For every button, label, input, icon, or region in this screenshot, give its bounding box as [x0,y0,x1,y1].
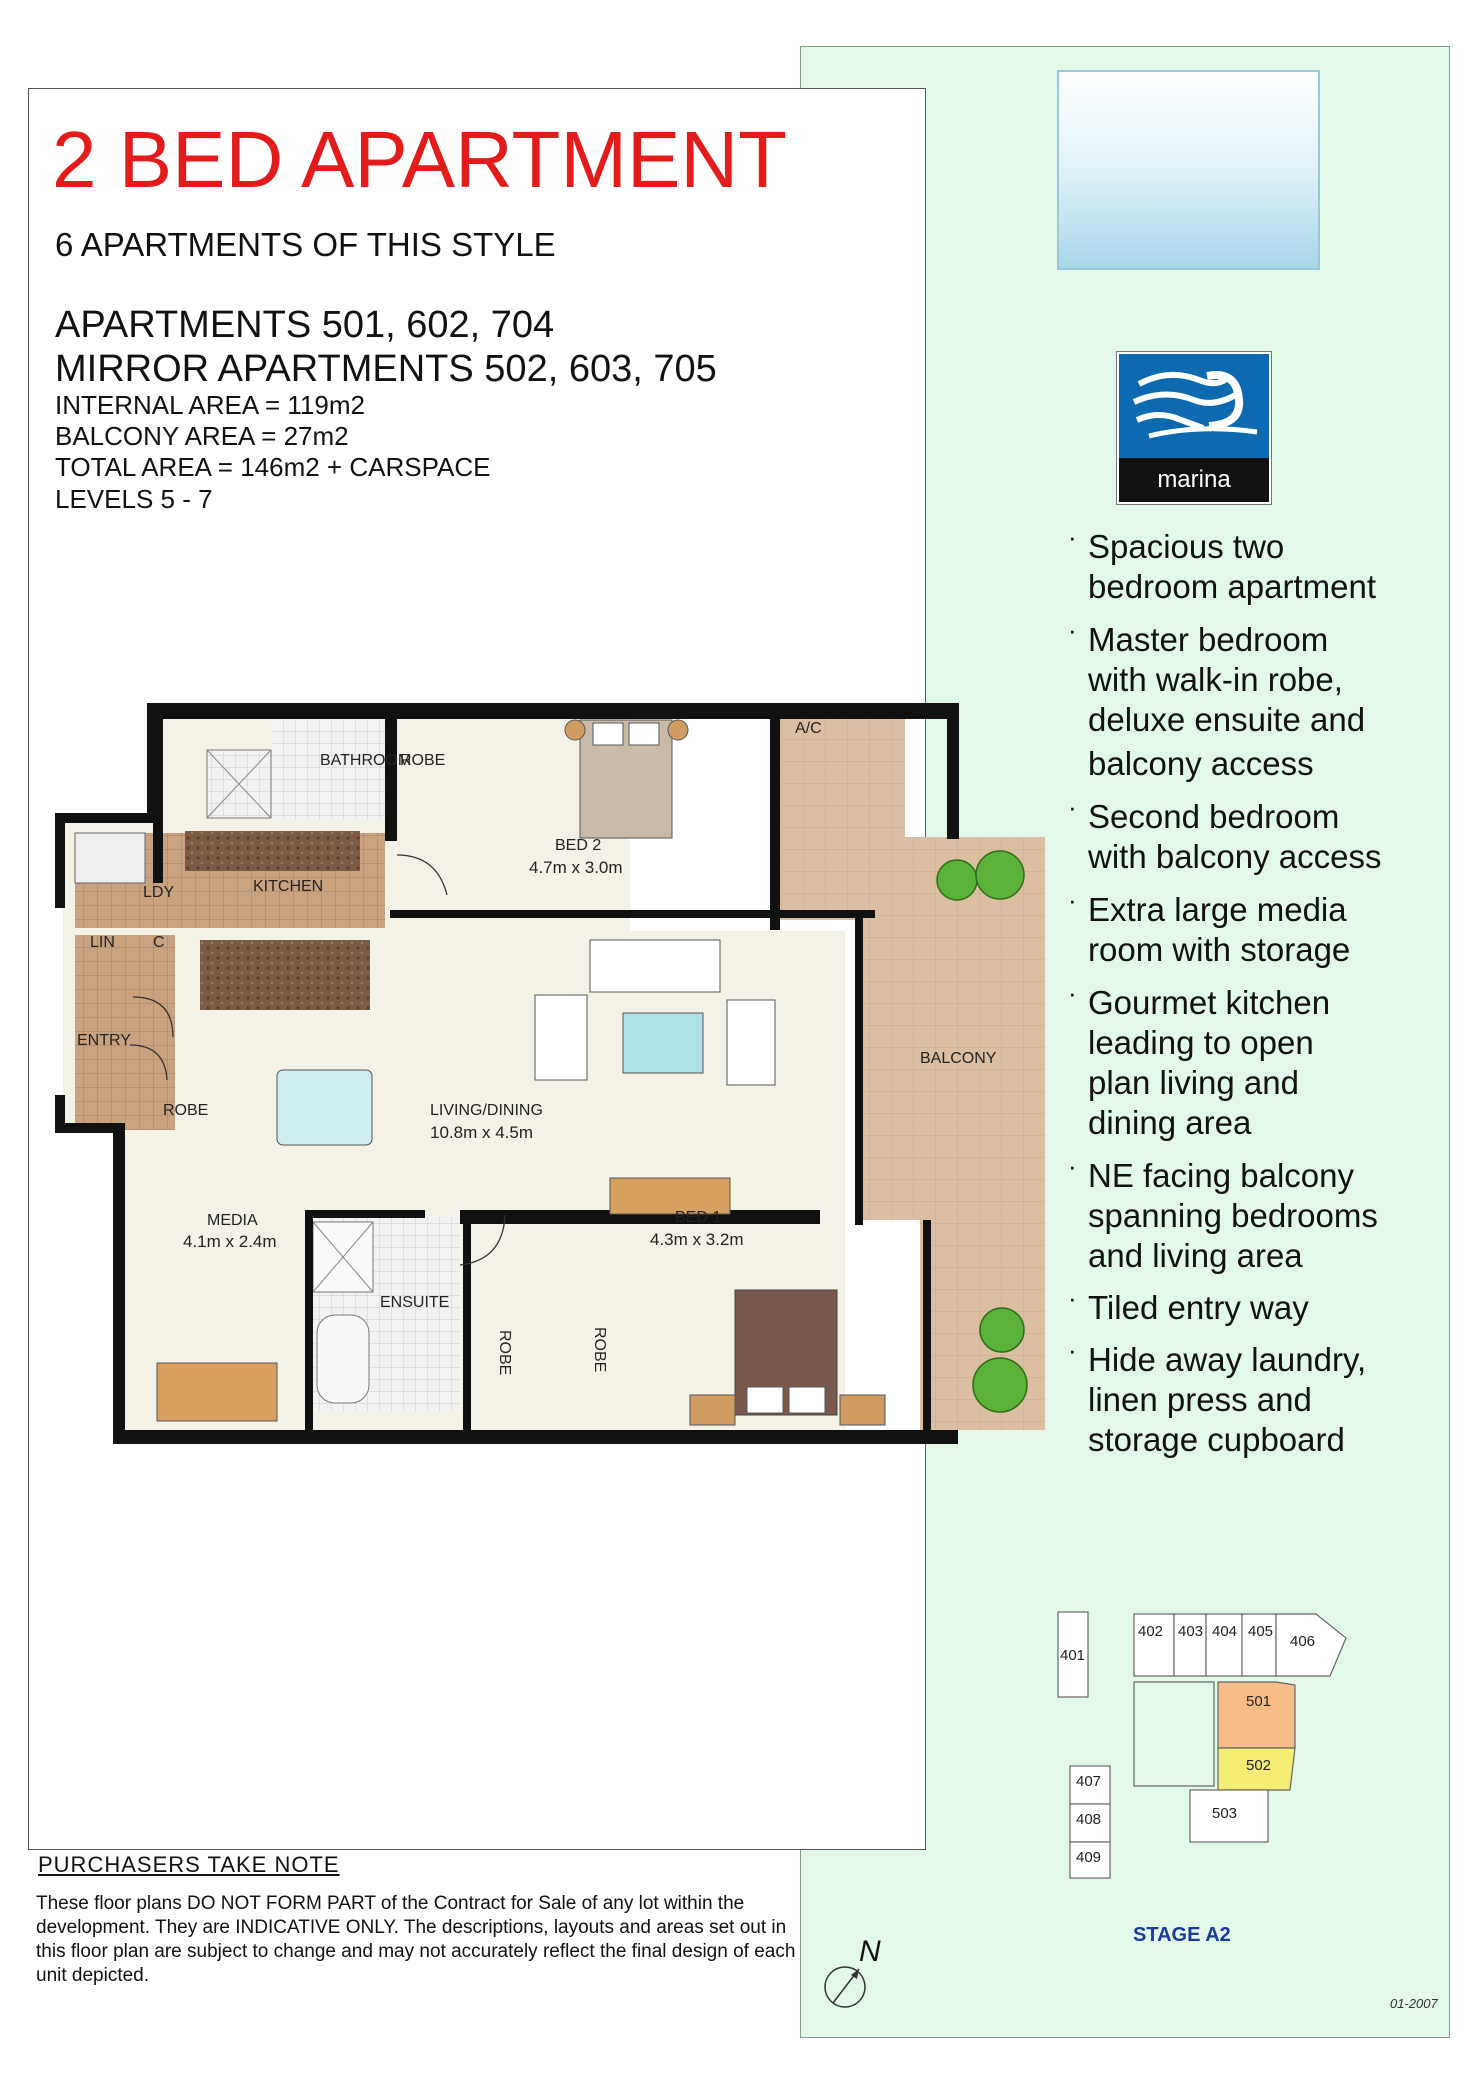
feature-line: with balcony access [1088,838,1382,875]
room-size-bed2: 4.7m x 3.0m [529,858,623,877]
room-label-ldy: LDY [143,884,175,901]
feature-line: Hide away laundry, [1088,1341,1367,1378]
room-size-bed1: 4.3m x 3.2m [650,1230,744,1249]
internal-area: INTERNAL AREA = 119m2 [55,390,365,420]
room-label-kitchen: KITCHEN [253,878,324,895]
keyplan-label-408: 408 [1076,1811,1102,1828]
logo-wordmark: marina [1119,458,1269,502]
room-size-media: 4.1m x 2.4m [183,1232,277,1251]
wave-logo-icon [1119,354,1269,458]
feature-line: bedroom apartment [1088,568,1376,605]
date-code: 01-2007 [1390,1996,1438,2011]
feature-item: · Tiled entry way [1068,1283,1309,1326]
feature-line: deluxe ensuite and [1088,701,1366,738]
floor-plan [55,695,1085,1445]
levels: LEVELS 5 - 7 [55,484,213,514]
feature-line: plan living and [1088,1064,1299,1101]
marina-logo [1117,352,1271,504]
room-label-bed1: BED 1 [675,1209,722,1226]
room-label-ensuite: ENSUITE [380,1294,450,1311]
room-label-media: MEDIA [207,1212,258,1229]
room-label-living: LIVING/DINING [430,1102,543,1119]
room-label-robe-media: ROBE [163,1102,209,1119]
balcony-area: BALCONY AREA = 27m2 [55,421,349,451]
key-plan [1050,1590,1370,1890]
apartment-numbers: APARTMENTS 501, 602, 704 [55,304,555,346]
keyplan-label-403: 403 [1178,1623,1204,1640]
keyplan-label-502: 502 [1246,1757,1272,1774]
feature-item: · Hide away laundry, linen press and storage cupboard [1068,1335,1367,1458]
apartment-count: 6 APARTMENTS OF THIS STYLE [55,226,556,263]
keyplan-label-405: 405 [1248,1623,1274,1640]
feature-item: · Master bedroom with walk-in robe, deluxe ensuite and balcony access [1068,615,1366,782]
feature-line: spanning bedrooms [1088,1197,1378,1234]
keyplan-label-407: 407 [1076,1773,1102,1790]
mirror-apartment-numbers: MIRROR APARTMENTS 502, 603, 705 [55,348,717,390]
feature-line: Master bedroom [1088,621,1329,658]
feature-line: leading to open [1088,1024,1314,1061]
room-label-balcony: BALCONY [920,1050,997,1067]
room-label-lin: LIN [90,934,115,951]
note-body: These floor plans DO NOT FORM PART of the Contract for Sale of any lot within the development. They are INDICATIVE ONLY. The descriptions, layouts and areas set out in this floor plan are subject to change and may not accurately reflect the final design of each unit depicted. [36,1893,796,1986]
room-label-bed2: BED 2 [555,837,602,854]
feature-line: room with storage [1088,931,1351,968]
feature-line: linen press and [1088,1381,1312,1418]
feature-item: · Spacious two bedroom apartment [1068,522,1376,605]
room-label-c: C [153,934,165,951]
feature-line: NE facing balcony [1088,1157,1354,1194]
keyplan-label-406: 406 [1290,1633,1316,1650]
feature-line: with walk-in robe, [1088,661,1343,698]
feature-item: · Second bedroom with balcony access [1068,792,1382,875]
feature-line: Tiled entry way [1088,1289,1309,1326]
keyplan-label-404: 404 [1212,1623,1238,1640]
room-size-living: 10.8m x 4.5m [430,1123,533,1142]
feature-line: Gourmet kitchen [1088,984,1331,1021]
total-area: TOTAL AREA = 146m2 + CARSPACE [55,452,491,482]
page-title: 2 BED APARTMENT [52,115,787,204]
feature-line: storage cupboard [1088,1421,1345,1458]
room-label-robe-top: ROBE [400,752,446,769]
keyplan-label-401: 401 [1060,1647,1086,1664]
feature-line: Spacious two [1088,528,1285,565]
keyplan-label-501: 501 [1246,1693,1272,1710]
compass-icon [815,1925,895,2015]
stage-label: STAGE A2 [1133,1924,1231,1946]
room-label-bathroom: BATHROOM [320,752,412,769]
feature-line: Extra large media [1088,891,1347,928]
feature-item: · Extra large media room with storage [1068,885,1351,968]
compass-letter: N [859,1935,881,1968]
feature-line: Second bedroom [1088,798,1340,835]
feature-line: and living area [1088,1237,1303,1274]
room-label-entry: ENTRY [77,1032,131,1049]
room-label-ac: A/C [795,720,822,737]
feature-line: balcony access [1088,745,1314,782]
feature-line: dining area [1088,1104,1252,1141]
keyplan-label-409: 409 [1076,1849,1102,1866]
feature-item: · Gourmet kitchen leading to open plan living and dining area [1068,978,1331,1141]
keyplan-unit-501 [1218,1682,1295,1748]
feature-item: · NE facing balcony spanning bedrooms and living area [1068,1151,1378,1274]
sky-image-placeholder [1057,70,1320,270]
room-label-robe-a: ROBE [496,1330,513,1376]
note-title: PURCHASERS TAKE NOTE [38,1852,340,1877]
keyplan-label-503: 503 [1212,1805,1238,1822]
room-label-robe-b: ROBE [591,1327,608,1373]
keyplan-label-402: 402 [1138,1623,1164,1640]
